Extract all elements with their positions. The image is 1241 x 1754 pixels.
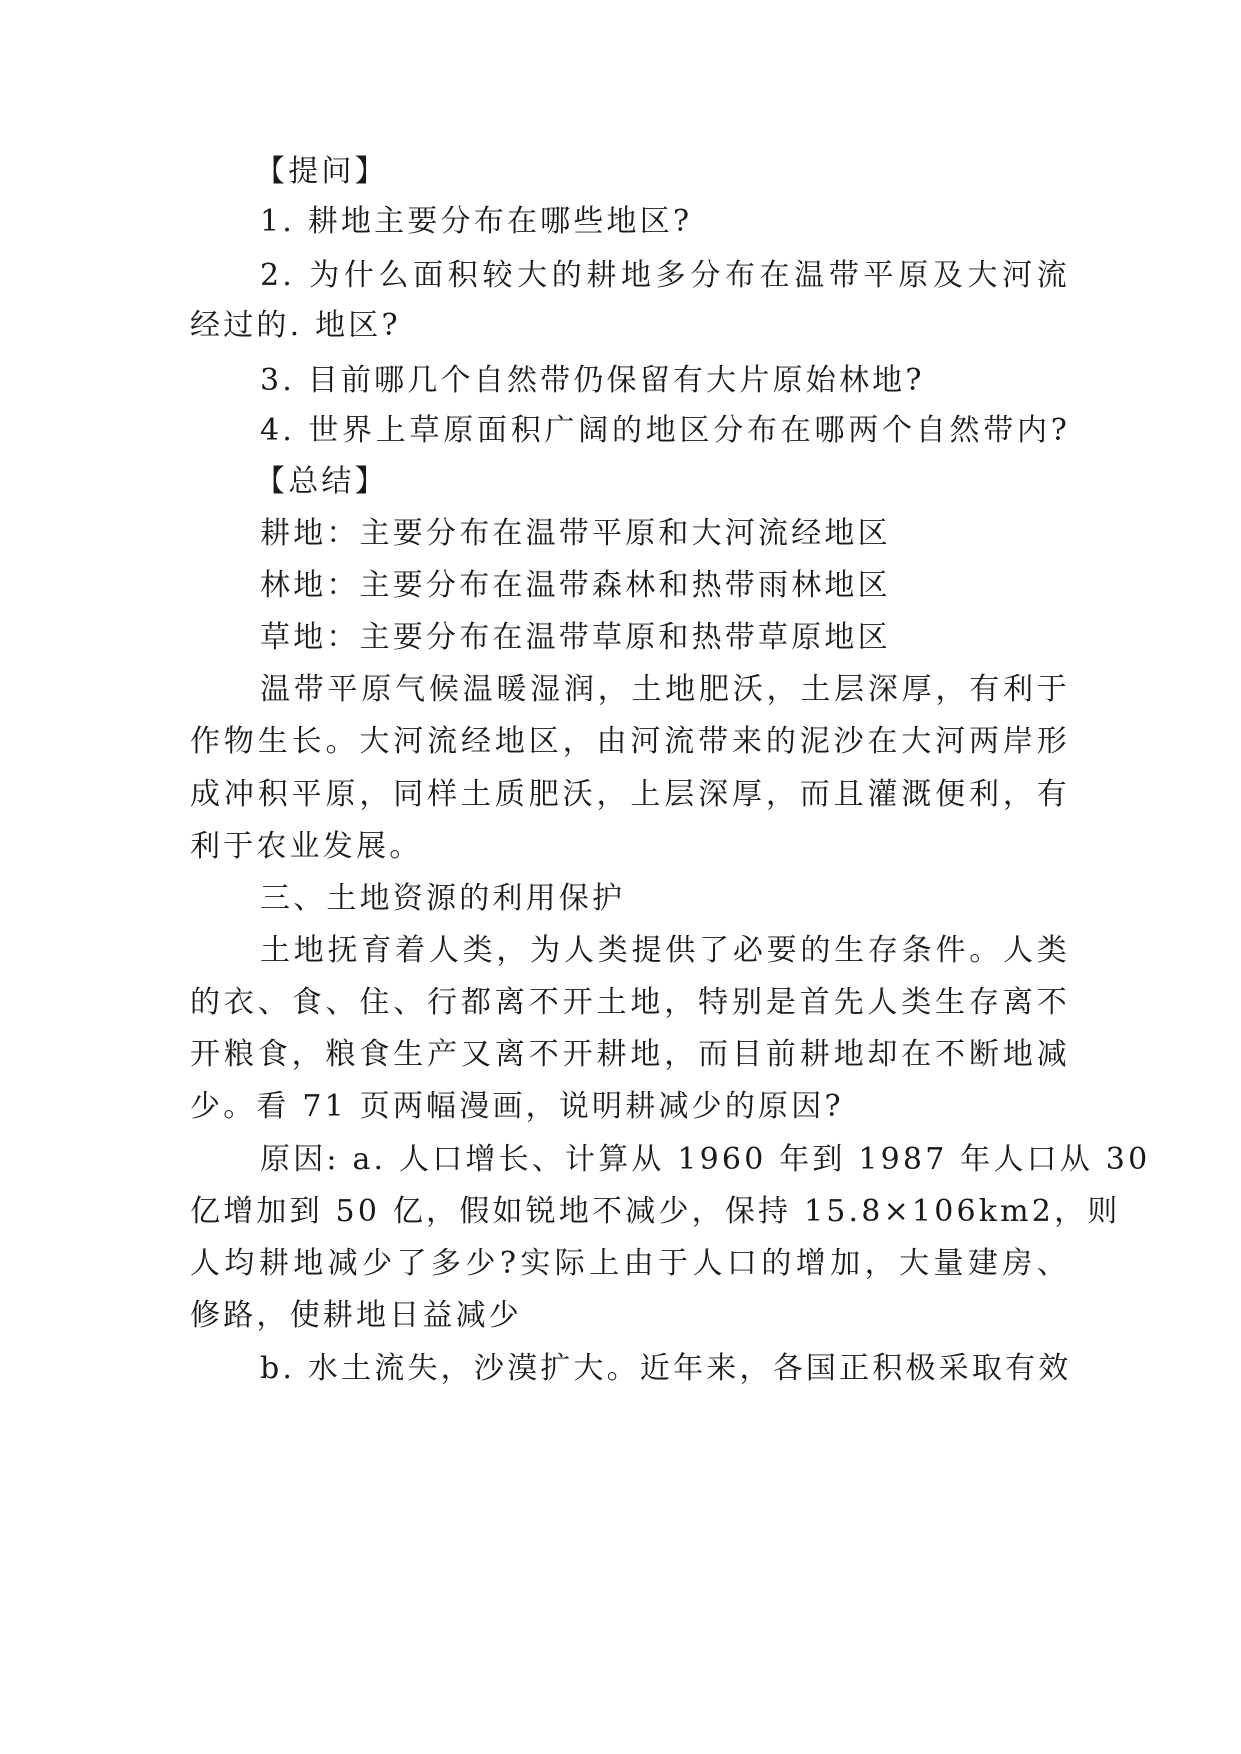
paragraph-1-line-2: 作物生长。大河流经地区，由河流带来的泥沙在大河两岸形 xyxy=(190,724,1070,759)
paragraph-1-line-3: 成冲积平原，同样土质肥沃，上层深厚，而且灌溉便利，有 xyxy=(190,777,1070,812)
paragraph-2-line-2: 的衣、食、住、行都离不开土地，特别是首先人类生存离不 xyxy=(190,985,1070,1020)
heading-question: 【提问】 xyxy=(255,154,388,189)
reason-a-line-3: 人均耕地减少了多少?实际上由于人口的增加，大量建房、 xyxy=(190,1246,1070,1281)
question-4: 4. 世界上草原面积广阔的地区分布在哪两个自然带内? xyxy=(260,413,1070,448)
paragraph-2-line-3: 开粮食，粮食生产又离不开耕地，而目前耕地却在不断地减 xyxy=(190,1037,1070,1072)
summary-forest: 林地：主要分布在温带森林和热带雨林地区 xyxy=(260,568,891,603)
reason-a-line-4: 修路，使耕地日益减少 xyxy=(190,1298,522,1333)
reason-a-line-2: 亿增加到 50 亿，假如锐地不减少，保持 15.8×106km2，则 xyxy=(190,1194,1121,1229)
question-2-line-1: 2. 为什么面积较大的耕地多分布在温带平原及大河流 xyxy=(260,258,1070,293)
heading-summary: 【总结】 xyxy=(255,464,388,499)
paragraph-1-line-1: 温带平原气候温暖湿润，土地肥沃，土层深厚，有利于 xyxy=(260,672,1070,707)
section-heading-land-resources: 三、土地资源的利用保护 xyxy=(260,881,626,916)
paragraph-1-line-4: 利于农业发展。 xyxy=(190,829,423,864)
reason-b-line-1: b. 水土流失，沙漠扩大。近年来，各国正积极采取有效 xyxy=(260,1351,1072,1386)
paragraph-2-line-4: 少。看 71 页两幅漫画，说明耕减少的原因? xyxy=(190,1089,844,1124)
paragraph-2-line-1: 土地抚育着人类，为人类提供了必要的生存条件。人类 xyxy=(260,933,1070,968)
question-2-line-2: 经过的. 地区? xyxy=(190,308,401,343)
summary-cropland: 耕地：主要分布在温带平原和大河流经地区 xyxy=(260,516,891,551)
reason-a-line-1: 原因: a. 人口增长、计算从 1960 年到 1987 年人口从 30 xyxy=(260,1142,1151,1177)
question-1: 1. 耕地主要分布在哪些地区? xyxy=(260,204,693,239)
summary-grassland: 草地：主要分布在温带草原和热带草原地区 xyxy=(260,620,891,655)
question-3: 3. 目前哪几个自然带仍保留有大片原始林地? xyxy=(260,363,925,398)
